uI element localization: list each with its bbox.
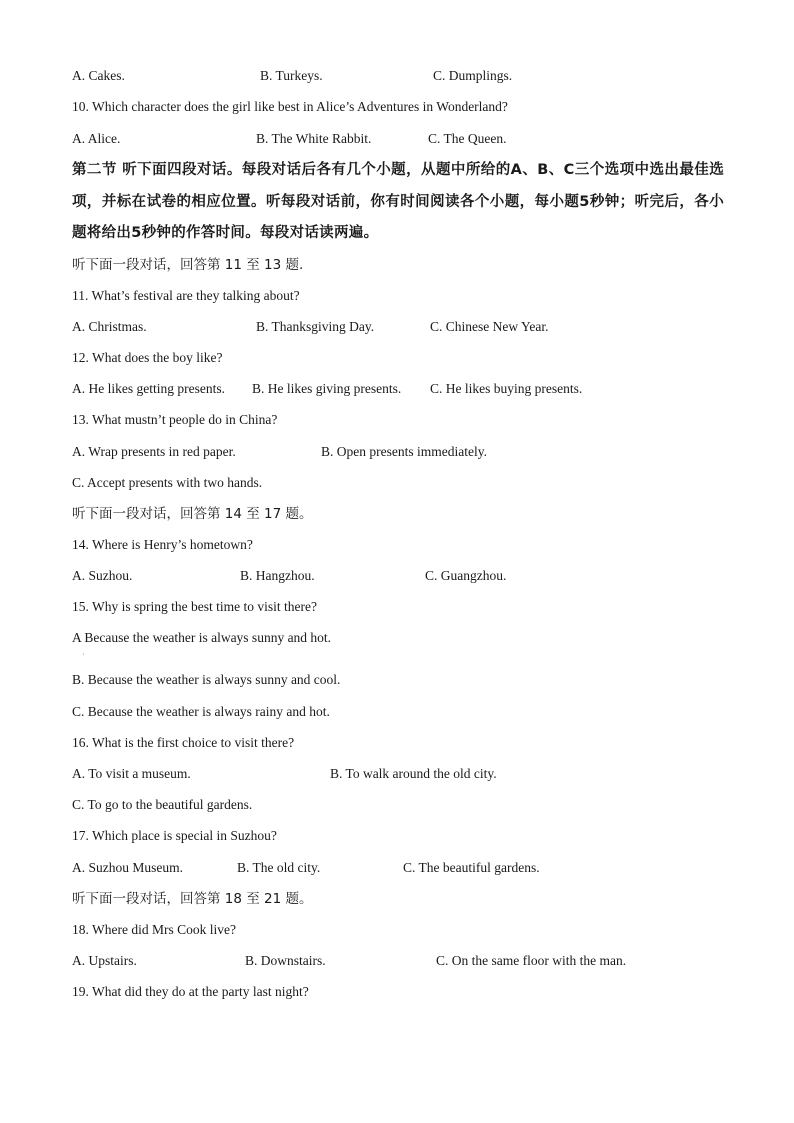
q12-option-a: A. He likes getting presents. bbox=[72, 381, 225, 396]
q19-question: 19. What did they do at the party last night? bbox=[72, 984, 309, 999]
q11-question: 11. What’s festival are they talking about? bbox=[72, 288, 300, 303]
q16-option-b: B. To walk around the old city. bbox=[330, 766, 497, 781]
q10-option-c: C. The Queen. bbox=[428, 131, 507, 146]
q18-option-b: B. Downstairs. bbox=[245, 953, 326, 968]
q17-question: 17. Which place is special in Suzhou? bbox=[72, 828, 277, 843]
q12-option-c: C. He likes buying presents. bbox=[430, 381, 583, 396]
q14-option-b: B. Hangzhou. bbox=[240, 568, 315, 583]
q11-option-b: B. Thanksgiving Day. bbox=[256, 319, 375, 334]
q16-option-a: A. To visit a museum. bbox=[72, 766, 191, 781]
q15-option-a: A Because the weather is always sunny and hot. bbox=[72, 630, 332, 645]
q13-option-c: C. Accept presents with two hands. bbox=[72, 475, 263, 490]
instruction-18-21: 听下面一段对话，回答第 18 至 21 题。 bbox=[72, 891, 313, 907]
q15-question: 15. Why is spring the best time to visit there? bbox=[72, 599, 317, 614]
q10-option-b: B. The White Rabbit. bbox=[256, 131, 372, 146]
q18-option-a: A. Upstairs. bbox=[72, 953, 137, 968]
q17-option-c: C. The beautiful gardens. bbox=[403, 860, 540, 875]
q14-question: 14. Where is Henry’s hometown? bbox=[72, 537, 253, 552]
q16-option-c: C. To go to the beautiful gardens. bbox=[72, 797, 253, 812]
q15-option-c: C. Because the weather is always rainy and hot. bbox=[72, 704, 330, 719]
q13-option-b: B. Open presents immediately. bbox=[321, 444, 487, 459]
q13-option-a: A. Wrap presents in red paper. bbox=[72, 444, 236, 459]
q10-question: 10. Which character does the girl like best in Alice’s Adventures in Wonderland? bbox=[72, 99, 508, 114]
q13-question: 13. What mustn’t people do in China? bbox=[72, 412, 278, 427]
q16-question: 16. What is the first choice to visit there? bbox=[72, 735, 295, 750]
q18-option-c: C. On the same floor with the man. bbox=[436, 953, 627, 968]
q9-option-a: A. Cakes. bbox=[72, 68, 125, 83]
q18-question: 18. Where did Mrs Cook live? bbox=[72, 922, 236, 937]
q17-option-b: B. The old city. bbox=[237, 860, 321, 875]
instruction-14-17: 听下面一段对话，回答第 14 至 17 题。 bbox=[72, 506, 313, 522]
q10-option-a: A. Alice. bbox=[72, 131, 121, 146]
q11-option-c: C. Chinese New Year. bbox=[430, 319, 549, 334]
q9-option-c: C. Dumplings. bbox=[433, 68, 513, 83]
q14-option-c: C. Guangzhou. bbox=[425, 568, 507, 583]
section-2-heading: 第二节 听下面四段对话。每段对话后各有几个小题，从题中所给的A、B、C三个选项中选出最佳选项，并标在试卷的相应位置。听每段对话前，你有时间阅读各个小题，每小题5秒钟；听完后，各小题将给出5秒钟的作答时间。每段对话读两遍。 bbox=[72, 162, 724, 241]
q15-option-b: B. Because the weather is always sunny and cool. bbox=[72, 672, 341, 687]
stray-mark: · bbox=[82, 650, 85, 659]
q14-option-a: A. Suzhou. bbox=[72, 568, 133, 583]
q9-option-b: B. Turkeys. bbox=[260, 68, 323, 83]
q17-option-a: A. Suzhou Museum. bbox=[72, 860, 183, 875]
q12-question: 12. What does the boy like? bbox=[72, 350, 223, 365]
q11-option-a: A. Christmas. bbox=[72, 319, 147, 334]
instruction-11-13: 听下面一段对话，回答第 11 至 13 题. bbox=[72, 257, 304, 273]
q12-option-b: B. He likes giving presents. bbox=[252, 381, 402, 396]
